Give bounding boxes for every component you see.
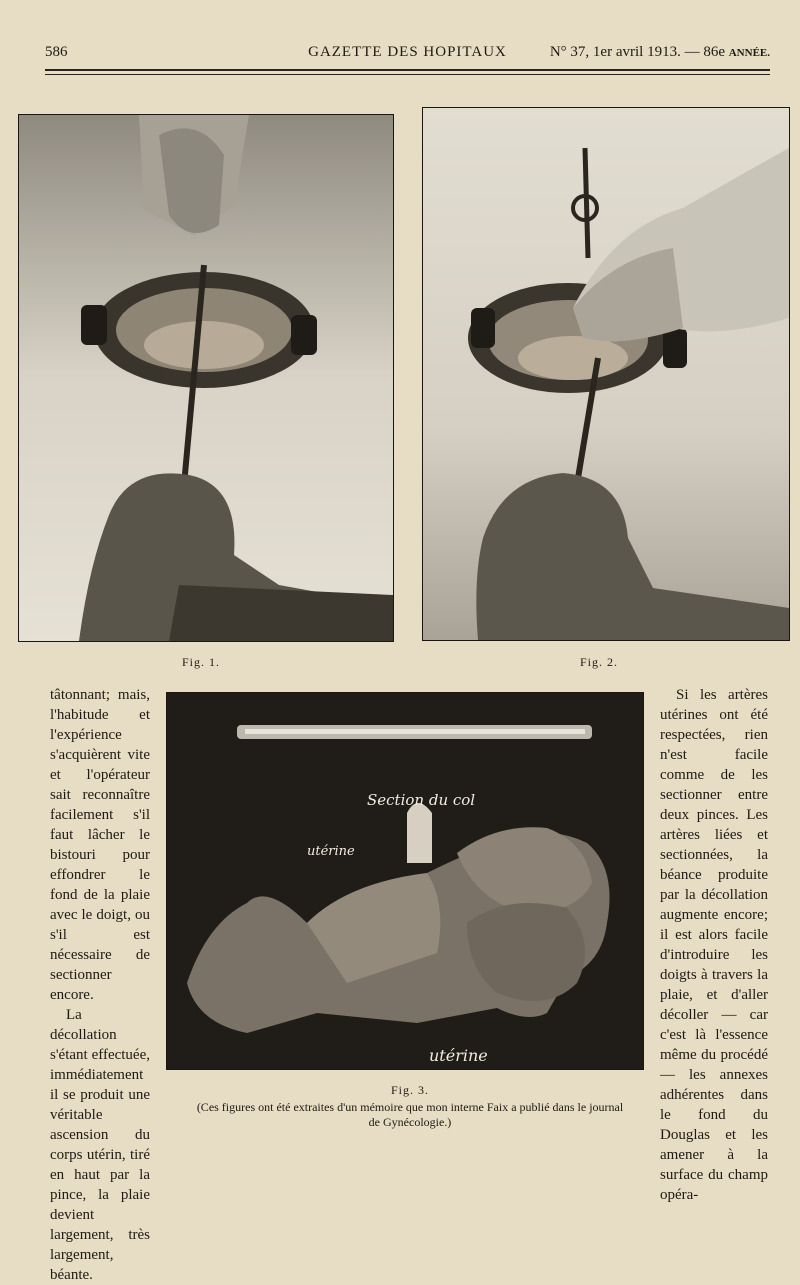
figure-2-illustration — [423, 108, 789, 640]
right-paragraph-1: Si les artères utérines ont été respectées, rien n'est facile comme de les sectionner entre deux pinces. Les artères liées et sectionnées, la béance produite par la décollation augmente encore; il est alors facile d'introduire les doigts à travers la plaie, et d'aller décoller — car c'est là l'essence même du procédé — les annexes adhérentes dans le fond du Douglas et les amener à la surface du champ opéra- — [660, 687, 768, 1203]
left-paragraph-1: tâtonnant; mais, l'habitude et l'expérience s'acquièrent vite et l'opérateur sait reconnaître facilement s'il faut lâcher le bistouri pour effondrer le fond de la plaie avec le doigt, ou s'il est nécessaire de sectionner encore. — [50, 687, 150, 1003]
label-uterine-bottom: utérine — [429, 1046, 488, 1065]
issue-year-word: ANNÉE. — [728, 47, 770, 59]
left-paragraph-2: La décollation s'étant effectuée, immédiatement il se produit une véritable ascension du corps utérin, tiré en haut par la pince, la plaie devient largement, très largement, béante. — [50, 1007, 150, 1283]
page-header — [45, 40, 770, 62]
header-rule-thin — [45, 74, 770, 75]
figure-3-photo — [166, 692, 644, 1070]
figure-3-note: (Ces figures ont été extraites d'un mémoire que mon interne Faix a publié dans le journal de Gynécologie.) — [196, 1100, 624, 1129]
figure-3-caption-block — [195, 1083, 625, 1130]
right-column — [660, 685, 768, 1205]
figure-3-illustration — [167, 693, 643, 1069]
label-section-du-col: Section du col — [367, 791, 476, 809]
figure-1-photo — [18, 114, 394, 642]
figure-1-illustration — [19, 115, 393, 641]
journal-title: GAZETTE DES HOPITAUX — [308, 44, 507, 60]
figure-2-caption: Fig. 2. — [580, 655, 619, 669]
page-number: 586 — [45, 44, 68, 60]
figure-1-caption: Fig. 1. — [182, 655, 221, 669]
header-rule — [45, 69, 770, 71]
figure-2-photo — [422, 107, 790, 641]
left-column — [50, 685, 150, 1285]
issue-date: N° 37, 1er avril 1913. — 86e — [549, 44, 729, 60]
figure-3-caption: Fig. 3. — [390, 1083, 429, 1097]
issue-info — [550, 44, 770, 61]
label-uterine-left: utérine — [307, 844, 355, 859]
